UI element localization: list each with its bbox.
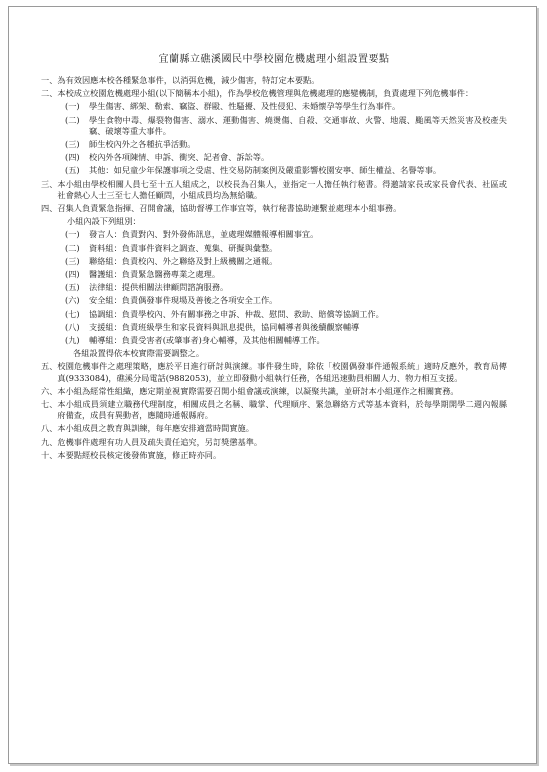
article-text: 本小組成員須建立職務代理制度，相關成員之名稱、職掌、代理順序、緊急聯絡方式等基本資料，於每學期開學二週內報縣府備查，成員有異動者，應隨時通報縣府。 <box>57 399 507 421</box>
article-4 <box>41 203 507 214</box>
article-number: 七、 <box>41 399 58 410</box>
article-text: 本小組由學校相關人員七至十五人組成之，以校長為召集人，並指定一人擔任執行秘書。得邀請家長或家長會代表、社區或社會熱心人士三至七人擔任顧問，小組成員均為無給職。 <box>57 178 507 200</box>
article-number: 八、 <box>41 423 58 434</box>
crisis-item <box>41 115 507 137</box>
group-item <box>41 256 507 267</box>
document-page <box>8 6 537 764</box>
item-number: (一) <box>65 101 80 112</box>
article-number: 三、 <box>41 178 58 189</box>
item-number: (二) <box>65 114 80 125</box>
item-number: (七) <box>65 308 80 319</box>
article-text: 本小組成員之教育與訓練，每年應安排適當時間實施。 <box>57 423 254 434</box>
article-number: 六、 <box>41 385 58 396</box>
item-text: 輔導組：負責受害者(或肇事者)身心輔導，及其他相關輔導工作。 <box>89 335 325 346</box>
document-title: 宜蘭縣立礁溪國民中學校園危機處理小組設置要點 <box>158 54 390 65</box>
crisis-item <box>41 165 507 176</box>
item-number: (九) <box>65 335 80 346</box>
article-text: 本小組為經常性組織，應定期並視實際需要召開小組會議或演練，以凝聚共識，並研討本小組運作之相關實務。 <box>57 385 459 396</box>
item-text: 聯絡組：負責校內、外之聯絡及對上級機關之通報。 <box>89 255 278 266</box>
item-text: 發言人：負責對內、對外發佈訊息，並處理媒體報導相關事宜。 <box>89 229 319 240</box>
article-number: 四、 <box>41 203 58 214</box>
group-item <box>41 322 507 333</box>
article-3 <box>41 179 507 201</box>
item-text: 學生食物中毒、爆裂物傷害、溺水、運動傷害、燒燙傷、自殺、交通事故、火警、地震、颱風等天然災害及校產失竊、破壞等重大事件。 <box>89 114 507 136</box>
item-number: (四) <box>65 269 80 280</box>
article-2 <box>41 88 507 99</box>
item-text: 協調組：負責學校內、外有關事務之申訴、仲裁、慰問、救助、賠償等協調工作。 <box>89 308 384 319</box>
article-number: 五、 <box>41 361 58 372</box>
article-text: 本要點經校長核定後發佈實施，修正時亦同。 <box>57 449 222 460</box>
item-number: (二) <box>65 242 80 253</box>
article-text: 召集人負責緊急指揮、召開會議，協助督導工作事宜等，執行秘書協助連繫並處理本小組事務。 <box>57 203 402 214</box>
item-text: 學生傷害、綁架、勒索、竊盜、群毆、性騷擾、及性侵犯、未婚懷孕等學生行為事件。 <box>89 101 401 112</box>
item-number: (三) <box>65 255 80 266</box>
article-number: 一、 <box>41 75 58 85</box>
item-number: (五) <box>65 282 80 293</box>
group-item <box>41 335 507 346</box>
item-text: 資料組：負責事件資料之調查、蒐集、研擬與彙整。 <box>89 242 278 253</box>
item-number: (五) <box>65 165 80 176</box>
item-number: (八) <box>65 321 80 332</box>
item-number: (四) <box>65 152 80 163</box>
article-number: 二、 <box>41 88 58 99</box>
group-item <box>41 269 507 280</box>
item-text: 其他：如兒童少年保護事項之受虐、性交易防制案例及嚴重影響校園安寧、師生權益、名譽等事。 <box>89 165 442 176</box>
item-text: 師生校內外之各種抗爭活動。 <box>89 139 196 150</box>
group-item <box>41 243 507 254</box>
group-item <box>41 309 507 320</box>
article-text: 校園危機事件之處理策略，應於平日進行研討與演練。事件發生時，除依「校園偶發事件通報系統」適時反應外，教育局傳真(9333084)，礁溪分局電話(9882053)，並立即發動小組執行任務，各組迅速動員相關人力、物力相互支援。 <box>57 361 507 383</box>
group-item <box>41 229 507 240</box>
groups-intro: 小組內設下列組別： <box>67 216 141 227</box>
crisis-item <box>41 101 507 112</box>
article-7 <box>41 399 507 421</box>
item-number: (一) <box>65 229 80 240</box>
group-item <box>41 295 507 306</box>
article-6 <box>41 386 507 397</box>
groups-note: 各組設置得依本校實際需要調整之。 <box>73 348 205 359</box>
article-text: 為有效因應本校各種緊急事件，以消弭危機，減少傷害，特訂定本要點。 <box>57 75 320 85</box>
crisis-item <box>41 139 507 150</box>
article-5 <box>41 361 507 383</box>
item-text: 支援組：負責班級學生和家長資料與訊息提供，協同輔導者與後續觀察輔導 <box>89 321 360 332</box>
article-text: 本校成立校園危機處理小組(以下簡稱本小組)，作為學校危機管理與危機處理的應變機制，負責處理下列危機事件： <box>57 88 474 99</box>
item-text: 安全組：負責偶發事件現場及善後之各項安全工作。 <box>89 295 278 306</box>
group-item <box>41 282 507 293</box>
article-number: 九、 <box>41 436 58 447</box>
item-text: 醫護組：負責緊急醫務專業之處理。 <box>89 269 221 280</box>
article-text: 危機事件處理有功人員及疏失責任追究，另訂獎懲基準。 <box>57 436 263 447</box>
item-text: 法律組：提供相關法律顧問諮詢服務。 <box>89 282 229 293</box>
article-8 <box>41 423 507 434</box>
article-9 <box>41 437 507 448</box>
article-1 <box>41 75 507 86</box>
article-number: 十、 <box>41 449 58 460</box>
document-content <box>41 53 507 463</box>
item-text: 校內外各項陳情、申訴、衝突、記者會、訴訟等。 <box>89 152 270 163</box>
item-number: (六) <box>65 295 80 306</box>
crisis-item <box>41 152 507 163</box>
item-number: (三) <box>65 139 80 150</box>
article-10 <box>41 450 507 461</box>
